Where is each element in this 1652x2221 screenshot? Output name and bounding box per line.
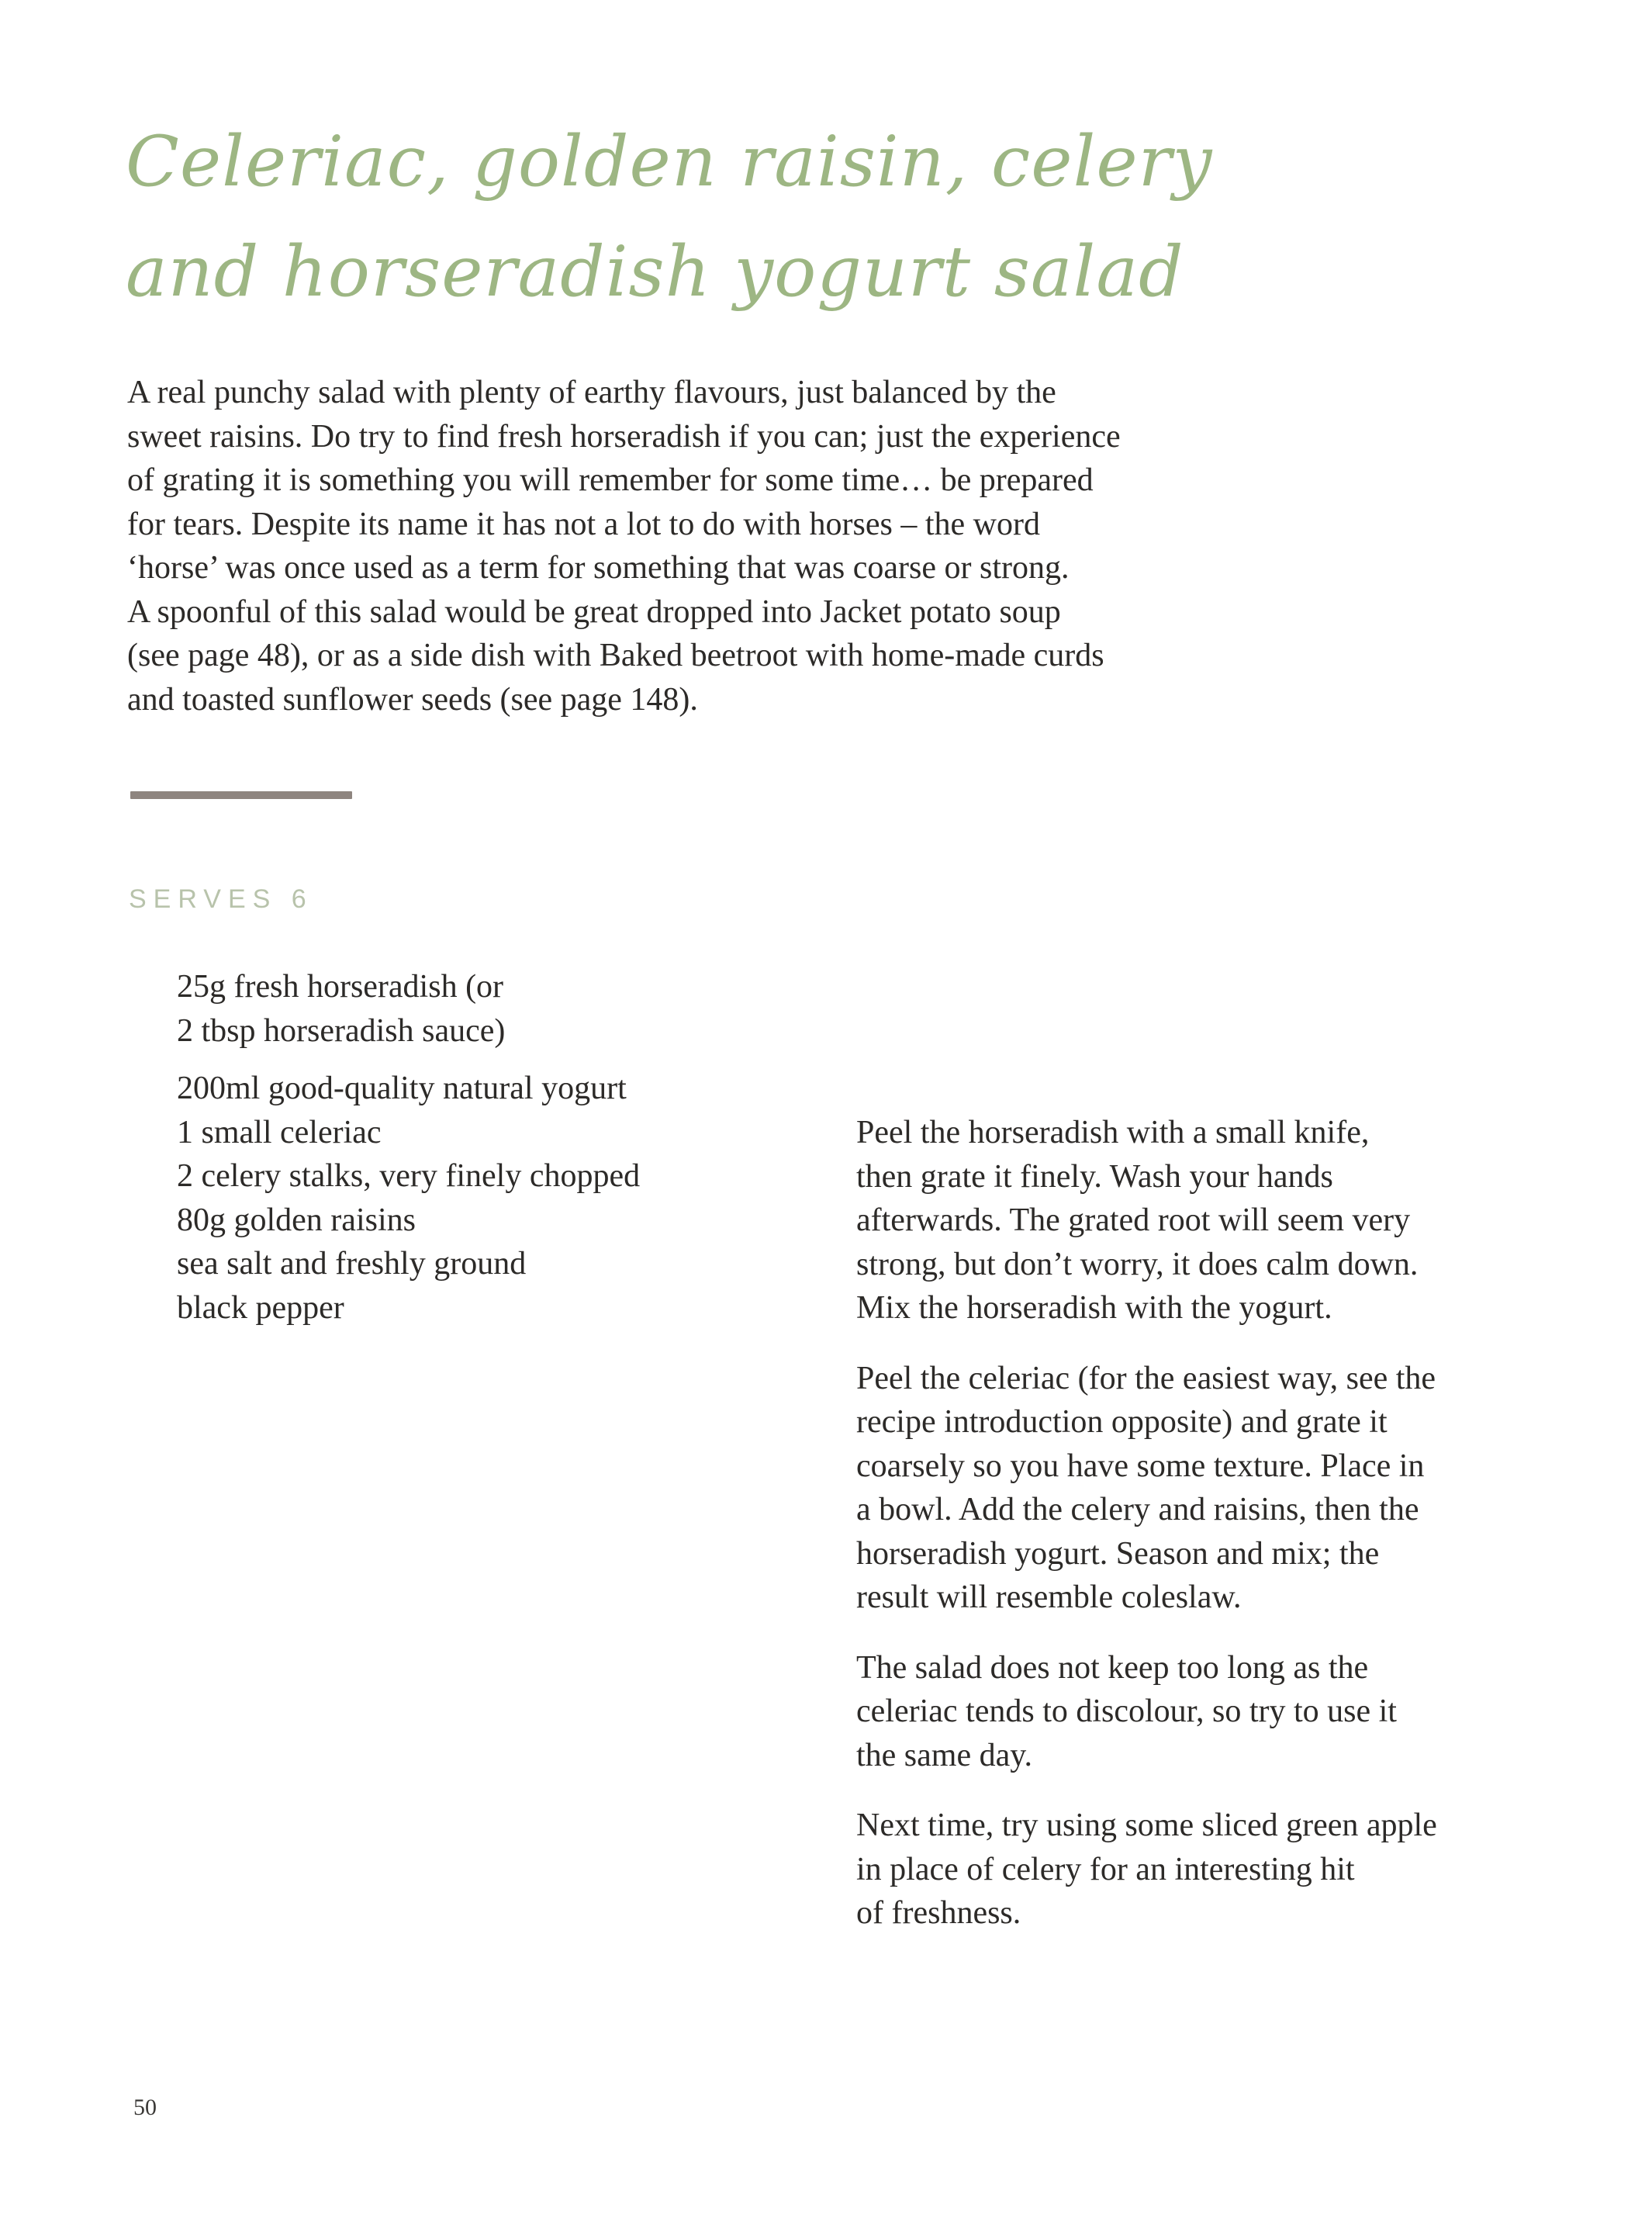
recipe-title <box>126 107 1289 327</box>
intro-line: of grating it is something you will remember for some time… be prepared <box>127 462 1094 498</box>
method-step <box>856 1804 1632 1936</box>
intro-line: and toasted sunflower seeds (see page 148). <box>127 681 698 718</box>
intro-line: sweet raisins. Do try to find fresh horseradish if you can; just the experience <box>127 418 1121 455</box>
ingredient-line: 200ml good-quality natural yogurt <box>177 1071 627 1106</box>
intro-line: A real punchy salad with plenty of earthy flavours, just balanced by the <box>127 375 1056 410</box>
method-line: in place of celery for an interesting hit <box>856 1851 1355 1887</box>
ingredient-group <box>177 1067 797 1330</box>
ingredient-line: 1 small celeriac <box>177 1114 382 1150</box>
ingredient-line: black pepper <box>177 1289 344 1326</box>
intro-line: (see page 48), or as a side dish with Baked beetroot with home-made curds <box>127 638 1104 673</box>
recipe-title-line: and horseradish yogurt salad <box>126 231 1184 313</box>
method-line: then grate it finely. Wash your hands <box>856 1158 1333 1195</box>
method-line: result will resemble coleslaw. <box>856 1579 1242 1615</box>
method-step <box>856 1357 1632 1620</box>
ingredient-line: 25g fresh horseradish (or <box>177 969 504 1005</box>
method-line: strong, but don’t worry, it does calm down. <box>856 1246 1419 1282</box>
ingredient-line: 2 tbsp horseradish sauce) <box>177 1012 506 1049</box>
method-line: coarsely so you have some texture. Place in <box>856 1448 1425 1484</box>
intro-line: ‘horse’ was once used as a term for something that was coarse or strong. <box>127 550 1070 586</box>
method-line: The salad does not keep too long as the <box>856 1649 1369 1686</box>
method-line: horseradish yogurt. Season and mix; the <box>856 1535 1380 1572</box>
intro-line: A spoonful of this salad would be great dropped into Jacket potato soup <box>127 593 1061 630</box>
method-line: a bowl. Add the celery and raisins, then the <box>856 1492 1419 1527</box>
method-step <box>856 1646 1632 1778</box>
method-line: celeriac tends to discolour, so try to use it <box>856 1693 1397 1729</box>
ingredient-list <box>177 965 797 1344</box>
recipe-title-line: Celeriac, golden raisin, celery <box>126 121 1213 202</box>
method-line: Peel the horseradish with a small knife, <box>856 1115 1370 1150</box>
page-number: 50 <box>133 2095 157 2120</box>
method-line: of freshness. <box>856 1895 1021 1931</box>
method-line: the same day. <box>856 1737 1033 1773</box>
method-line: Mix the horseradish with the yogurt. <box>856 1290 1332 1326</box>
ingredient-line: 2 celery stalks, very finely chopped <box>177 1158 641 1194</box>
ingredient-line: 80g golden raisins <box>177 1202 416 1238</box>
method-line: Peel the celeriac (for the easiest way, see the <box>856 1360 1436 1396</box>
method-line: recipe introduction opposite) and grate it <box>856 1404 1388 1440</box>
recipe-introduction <box>127 371 1291 721</box>
method-step <box>856 1111 1632 1330</box>
method-steps <box>856 1111 1632 1962</box>
intro-line: for tears. Despite its name it has not a lot to do with horses – the word <box>127 506 1040 542</box>
serves-label: SERVES 6 <box>129 884 313 914</box>
method-line: Next time, try using some sliced green apple <box>856 1808 1437 1843</box>
ingredient-group <box>177 965 797 1053</box>
ingredient-line: sea salt and freshly ground <box>177 1246 527 1282</box>
section-divider <box>130 791 352 799</box>
method-line: afterwards. The grated root will seem very <box>856 1202 1411 1238</box>
